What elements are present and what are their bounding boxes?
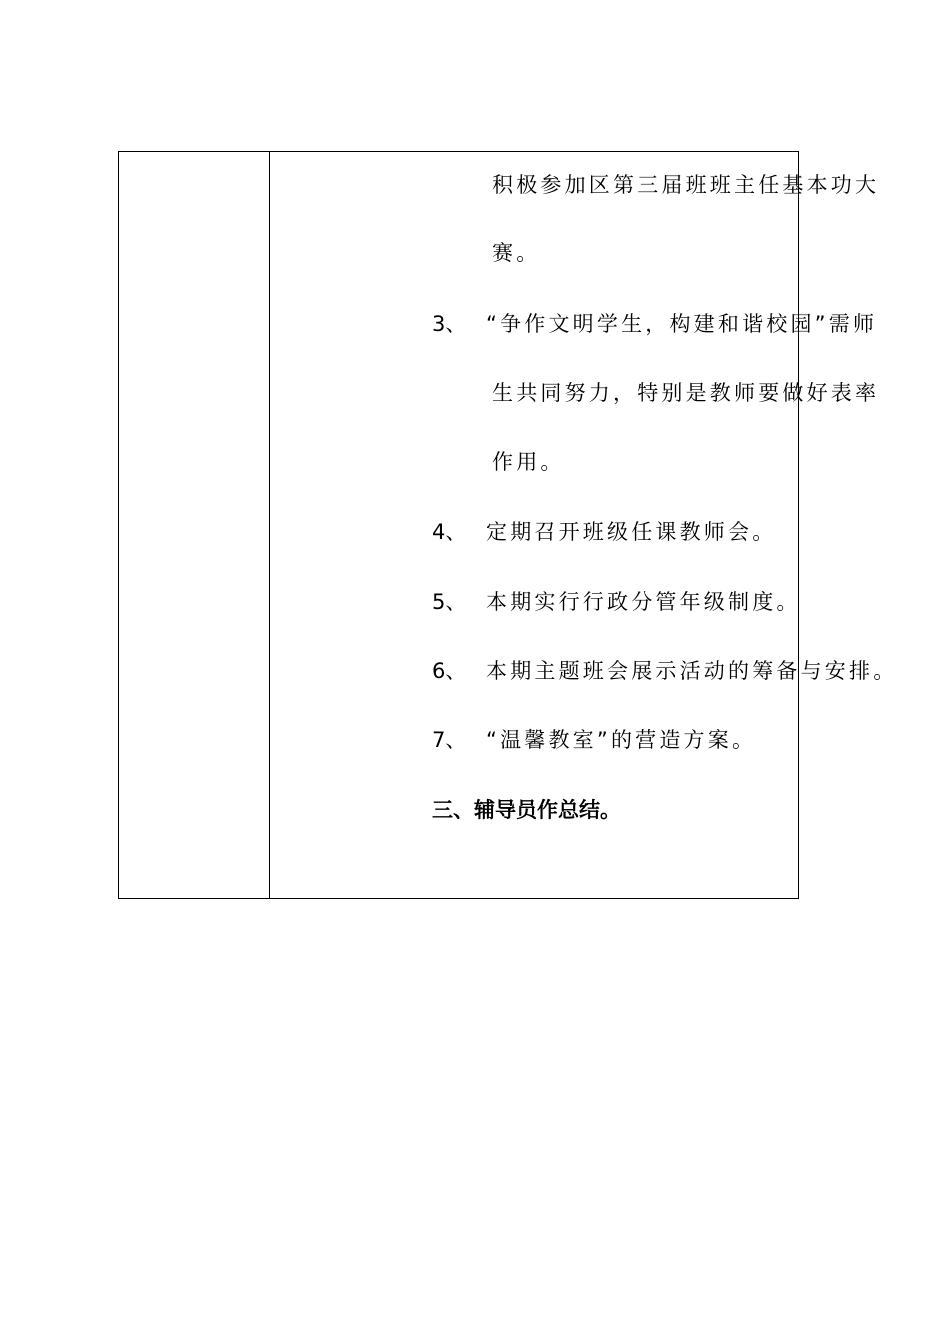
item2-continuation-line1: 积极参加区第三届班班主任基本功大 <box>492 173 880 197</box>
item2-continuation-line2: 赛。 <box>492 241 541 265</box>
section3-heading: 三、辅导员作总结。 <box>432 798 621 822</box>
content-table <box>118 151 898 899</box>
item3-number: 3、 <box>432 312 467 336</box>
item7-number: 7、 <box>432 728 467 752</box>
item3-line1: “争作文明学生，构建和谐校园”需师 <box>486 312 878 336</box>
item6-text: 本期主题班会展示活动的筹备与安排。 <box>486 659 898 683</box>
table-right-cell <box>270 152 898 898</box>
item6-number: 6、 <box>432 659 467 683</box>
item3-line2: 生共同努力，特别是教师要做好表率 <box>492 381 880 405</box>
item4-number: 4、 <box>432 520 467 544</box>
item7-text: “温馨教室”的营造方案。 <box>486 728 757 752</box>
item5-text: 本期实行行政分管年级制度。 <box>486 590 801 614</box>
item5-number: 5、 <box>432 590 467 614</box>
table-left-cell <box>119 152 270 898</box>
item3-line3: 作用。 <box>492 450 565 474</box>
item4-text: 定期召开班级任课教师会。 <box>486 520 777 544</box>
